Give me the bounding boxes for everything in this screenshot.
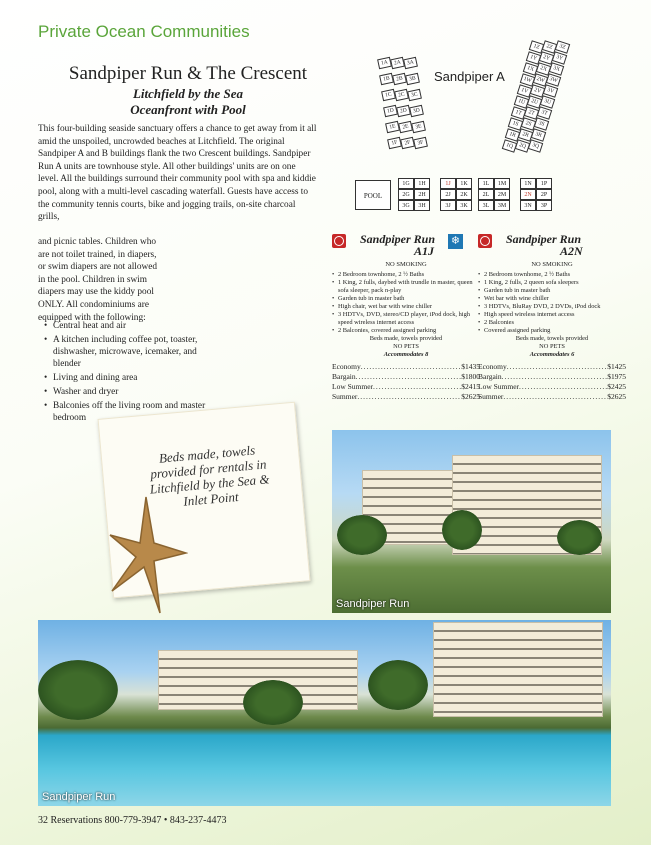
site-plan-block-gh (398, 178, 430, 211)
photo-caption: Sandpiper Run (42, 791, 116, 803)
amenity-item: • Central heat and air (44, 320, 224, 332)
amenity-item: • Balconies off the living room and master bedroom (44, 400, 224, 424)
site-plan-unit: 1J (440, 178, 456, 189)
site-plan-unit: 2D (396, 105, 411, 117)
no-smoking-label: NO SMOKING (531, 261, 573, 268)
site-plan-unit: 2B (392, 73, 407, 85)
site-plan-unit: 1D (383, 105, 398, 117)
site-plan-unit: 1C (381, 89, 396, 101)
rental-unit: A2N (560, 244, 583, 258)
site-plan-unit: 1N (520, 178, 536, 189)
site-plan-unit: 2K (456, 189, 472, 200)
subtitle-feature: Oceanfront with Pool (130, 102, 246, 117)
site-plan-unit: 3S (534, 117, 549, 131)
rental-features (478, 271, 626, 335)
site-plan-unit: 2T (524, 106, 539, 120)
accommodates-label: Accommodates 6 (529, 351, 575, 358)
site-plan-unit: 2L (478, 189, 494, 200)
rate-row: Bargain ..... $1975 (478, 372, 626, 382)
site-plan-unit: 3E (411, 121, 426, 133)
no-smoking-label: NO SMOKING (385, 261, 427, 268)
site-plan-unit: 3W (546, 73, 561, 87)
site-plan-unit: 3U (540, 95, 555, 109)
beds-note-text: Beds made, towels provided for rentals in Litchfield by the Sea & Inlet Point (149, 442, 270, 509)
beds-label: Beds made, towels provided (369, 335, 443, 342)
site-plan-unit: 3M (494, 200, 510, 211)
site-plan-unit: 3D (409, 105, 424, 117)
site-plan-unit: 3Z (555, 40, 570, 54)
feature-item: • 2 Balconies (478, 319, 626, 327)
site-plan-block-jk (440, 178, 472, 211)
site-plan-unit: 3H (414, 200, 430, 211)
starfish-icon (108, 495, 188, 615)
feature-item: • 1 King, 2 fulls, 2 queen sofa sleepers (478, 279, 626, 287)
page-title: Sandpiper Run & The Crescent (68, 63, 308, 84)
site-plan-unit: 2X (536, 62, 551, 76)
feature-item: • Garden tub in master bath (478, 287, 626, 295)
subtitle-location: Litchfield by the Sea (132, 86, 244, 101)
rate-row: Economy ..... $1435 (332, 362, 480, 372)
site-plan-unit: 2H (414, 189, 430, 200)
site-plan-unit: 1V (517, 84, 532, 98)
site-plan-unit: 2E (398, 121, 413, 133)
amenity-item: • Washer and dryer (44, 386, 224, 398)
feature-item: • Wet bar with wine chiller (478, 295, 626, 303)
site-plan-unit: 2G (398, 189, 414, 200)
site-plan-unit: 1E (385, 121, 400, 133)
rental-a1j (332, 233, 480, 402)
site-plan-unit: 1G (398, 178, 414, 189)
site-plan-unit: 3L (478, 200, 494, 211)
site-plan-unit: 1S (508, 117, 523, 131)
pets-label: NO PETS (539, 343, 565, 350)
site-plan-block-lm (478, 178, 510, 211)
site-plan-unit: 1H (414, 178, 430, 189)
beds-label: Beds made, towels provided (515, 335, 589, 342)
site-plan-unit: 1W (520, 73, 535, 87)
site-plan-unit: 3A (403, 57, 418, 69)
site-plan-unit: 3Y (552, 51, 567, 65)
no-smoking-icon (478, 234, 492, 248)
feature-item: • 2 Balconies, covered assigned parking (332, 327, 480, 335)
amenity-item: • Living and dining area (44, 372, 224, 384)
rate-row: Economy ..... $1425 (478, 362, 626, 372)
site-plan-unit: 1R (505, 128, 520, 142)
feature-item: • 3 HDTVs, DVD, stereo/CD player, iPod dock, high speed wireless internet access (332, 311, 480, 327)
site-plan-unit: 3P (536, 200, 552, 211)
rate-row: Bargain ..... $1800 (332, 372, 480, 382)
site-plan-unit: 3T (537, 106, 552, 120)
site-plan-unit: 2U (527, 95, 542, 109)
intro-paragraph: This four-building seaside sanctuary offers a chance to get away from it all amid the unspoiled, uncrowded beaches at Litchfield. The original Sandpiper A and B buildings flank the two Crescent buildings. Sandpiper Run A units are townhouse style. All other buildings' units are on one level. All the buildings surround their community pool with spa and kiddie pool, along with a multi-level cascading waterfall. Guests have access to the community tennis courts, bike and jogging trails, on-site charcoal grills, (38, 124, 317, 223)
site-plan-unit: 3Q (528, 139, 543, 153)
site-plan-unit: 3G (398, 200, 414, 211)
feature-item: • High speed wireless internet access (478, 311, 626, 319)
intro-paragraph-continued: and picnic tables. Children who are not toilet trained, in diapers, or swim diapers are not allowed in the pool. Children in swim diapers may use the kiddy pool ONLY. All condominiums are equipped with the following: (38, 237, 158, 323)
site-plan-unit: 1Y (526, 51, 541, 65)
snowflake-icon: ❄ (448, 234, 463, 249)
feature-item: • Garden tub in master bath (332, 295, 480, 303)
site-plan-unit: 3B (405, 73, 420, 85)
rate-row: Summer ..... $2625 (332, 392, 480, 402)
accommodates-label: Accommodates 8 (383, 351, 429, 358)
site-plan-label: Sandpiper A (434, 69, 505, 84)
site-plan-unit: 1Z (529, 40, 544, 54)
site-plan-unit: 2V (530, 84, 545, 98)
site-plan-unit: 2Z (542, 40, 557, 54)
site-plan-unit: 3V (543, 84, 558, 98)
pool-photo (38, 620, 611, 806)
site-plan-unit: 3J (440, 200, 456, 211)
rental-name: Sandpiper Run (360, 232, 436, 246)
site-plan-unit: 2C (394, 89, 409, 101)
site-plan-unit: 2R (518, 128, 533, 142)
rental-features (332, 271, 480, 335)
site-plan-unit: 2J (440, 189, 456, 200)
site-plan-unit: 3N (520, 200, 536, 211)
site-plan-unit: 3K (456, 200, 472, 211)
site-plan-unit: 1F (387, 137, 402, 149)
site-plan-block-np (520, 178, 552, 211)
rate-row: Low Summer ..... $2415 (332, 382, 480, 392)
site-plan-unit: 1K (456, 178, 472, 189)
rate-table (478, 362, 626, 402)
site-plan-unit: 2N (520, 189, 536, 200)
site-plan-unit: 1T (511, 106, 526, 120)
amenity-item: • A kitchen including coffee pot, toaster, dishwasher, microwave, icemaker, and blender (44, 334, 224, 370)
feature-item: • 2 Bedroom townhome, 2 ½ Baths (332, 271, 480, 279)
rental-a2n (478, 233, 626, 402)
pets-label: NO PETS (393, 343, 419, 350)
site-plan-unit: 1Q (502, 139, 517, 153)
site-plan-unit: 2Y (539, 51, 554, 65)
photo-caption: Sandpiper Run (336, 598, 410, 610)
site-plan-unit: 3X (549, 62, 564, 76)
rate-row: Low Summer ..... $2425 (478, 382, 626, 392)
site-plan-unit: 1U (514, 95, 529, 109)
feature-item: • 2 Bedroom townhome, 2 ½ Baths (478, 271, 626, 279)
site-plan-unit: 2S (521, 117, 536, 131)
site-plan-unit: 2A (390, 57, 405, 69)
site-plan-pool: POOL (355, 180, 391, 210)
feature-item: • 3 HDTVs, BluRay DVD, 2 DVDs, iPod dock (478, 303, 626, 311)
feature-item: • 1 King, 2 fulls, daybed with trundle in master, queen sofa sleeper, pack n-play (332, 279, 480, 295)
site-plan-unit: 2M (494, 189, 510, 200)
site-plan-unit: 2F (400, 137, 415, 149)
site-plan-unit: 3F (413, 137, 428, 149)
feature-item: • High chair, wet bar with wine chiller (332, 303, 480, 311)
site-plan-unit: 1B (379, 73, 394, 85)
site-plan-unit: 2P (536, 189, 552, 200)
footer-reservations: 32 Reservations 800-779-3947 • 843-237-4473 (38, 815, 227, 826)
no-smoking-icon (332, 234, 346, 248)
sandpiper-run-photo (332, 430, 611, 613)
rate-row: Summer ..... $2625 (478, 392, 626, 402)
site-plan-unit: 3R (531, 128, 546, 142)
site-plan-unit: 1P (536, 178, 552, 189)
section-title: Private Ocean Communities (38, 22, 250, 41)
rental-name: Sandpiper Run (506, 232, 582, 246)
site-plan-unit: 2W (533, 73, 548, 87)
site-plan-unit: 1X (523, 62, 538, 76)
site-plan-unit: 2Q (515, 139, 530, 153)
rate-table (332, 362, 480, 402)
feature-item: • Covered assigned parking (478, 327, 626, 335)
site-plan-unit: 1A (377, 57, 392, 69)
rental-unit: A1J (414, 244, 435, 258)
site-plan-unit: 3C (407, 89, 422, 101)
site-plan-unit: 1M (494, 178, 510, 189)
site-plan-unit: 1L (478, 178, 494, 189)
